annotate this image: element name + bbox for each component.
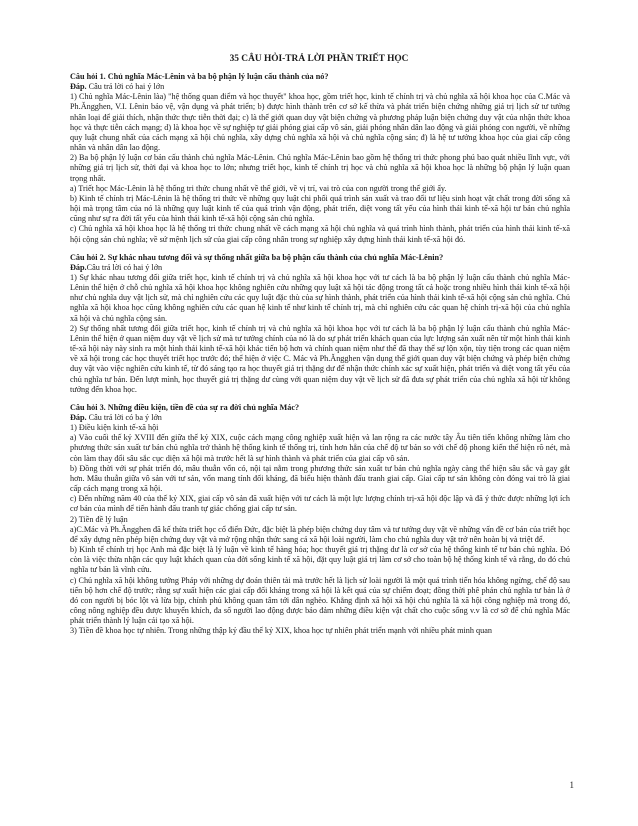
answer-intro-text: Câu trả lời có hai ý lớn bbox=[86, 82, 165, 92]
section-spacer bbox=[70, 245, 570, 253]
question-2 bbox=[70, 253, 570, 395]
paragraph: 1) Chủ nghĩa Mác-Lênin làa) "hệ thống quan điểm và học thuyết" khoa học, gồm triết học, kinh tế chính trị và chủ nghĩa xã hội khoa học của C.Mác và Ph.Ăngghen, V.I. Lênin bảo vệ, vận dụng và phát triển; b) được hình thành trên cơ sở kế thừa và phát triển biện chứng những giá trị lịch sử tư tưởng nhân loại để giải thích, nhận thức thực tiễn thời đại; c) là thế giới quan duy vật biện chứng và phương pháp luận biện chứng duy vật của nhận thức khoa học và thực tiễn cách mạng; d) là khoa học về sự nghiệp tự giải phóng giai cấp vô sản, giải phóng nhân dân lao động và giải phóng con người, về những quy luật chung nhất của cách mạng xã hội chủ nghĩa, xây dựng chủ nghĩa xã hội và chủ nghĩa cộng sản; đ) là hệ tư tưởng khoa học của giai cấp công nhân và nhân dân lao động. bbox=[70, 92, 570, 153]
question-1-heading: Câu hỏi 1. Chủ nghĩa Mác-Lênin và ba bộ phận lý luận cấu thành của nó? bbox=[70, 72, 329, 81]
paragraph: a) Vào cuối thế kỷ XVIII đến giữa thế kỷ XIX, cuộc cách mạng công nghiệp xuất hiện và lan rộng ra các nước tây Âu tiên tiến không những làm cho phương thức sản xuất tư bản chủ nghĩa trở thành hệ thống kinh tế thống trị, tính hơn hẳn của chế độ tư bản so với chế độ phong kiến thể hiện rõ nét, mà còn làm thay đổi sâu sắc cục diện xã hội mà trước hết là sự hình thành và phát triển của giai cấp vô sản. bbox=[70, 433, 570, 463]
paragraph: 3) Tiền đề khoa học tự nhiên. Trong những thập kỷ đầu thế kỷ XIX, khoa học tự nhiên phát triển mạnh với nhiều phát minh quan bbox=[70, 626, 492, 636]
question-2-heading: Câu hỏi 2. Sự khác nhau tương đối và sự thống nhất giữa ba bộ phận cấu thành của chủ nghĩa Mác-Lênin? bbox=[70, 252, 444, 262]
paragraph: a) Triết học Mác-Lênin là hệ thống tri thức chung nhất về thế giới, về vị trí, vai trò của con người trong thế giới ấy. bbox=[70, 183, 447, 193]
paragraph: a)C.Mác và Ph.Ăngghen đã kế thừa triết học cổ điển Đức, đặc biệt là phép biện chứng duy tâm và tư tưởng duy vật về những vấn đề cơ bản của triết học để xây dựng nên phép biện chứng duy vật và mở rộng nhận thức sang cả xã hội loài người, làm cho chủ nghĩa duy vật trở nên hoàn bị và triệt để. bbox=[70, 524, 570, 544]
answer-label: Đáp. bbox=[70, 82, 87, 92]
question-3-heading: Câu hỏi 3. Những điều kiện, tiền đề của sự ra đời chủ nghĩa Mác? bbox=[70, 402, 300, 412]
answer-2-intro bbox=[70, 263, 570, 273]
paragraph: 1) Điều kiện kinh tế-xã hội bbox=[70, 423, 159, 433]
document-body bbox=[70, 72, 570, 636]
document-title: 35 CÂU HỎI-TRẢ LỜI PHẦN TRIẾT HỌC bbox=[229, 54, 409, 64]
paragraph: 2) Ba bộ phận lý luận cơ bản cấu thành chủ nghĩa Mác-Lênin. Chủ nghĩa Mác-Lênin bao gồm hệ thống tri thức phong phú bao quát nhiều lĩnh vực, với những giá trị lịch sử, thời đại và khoa học to lớn; nhưng triết học, kinh tế chính trị học và chủ nghĩa xã hội khoa học là những bộ phận lý luận quan trọng nhất. bbox=[70, 153, 570, 183]
paragraph: b) Kinh tế chính trị Mác-Lênin là hệ thống tri thức về những quy luật chi phối quá trình sản xuất và trao đổi tư liệu sinh hoạt vật chất trong đời sống xã hội mà trọng tâm của nó là những quy luật kinh tế của quá trình vận động, phát triển, diệt vong tất yếu của hình thái kinh tế-xã hội tư bản chủ nghĩa cũng như sự ra đời tất yếu của hình thái kinh tế-xã hội cộng sản chủ nghĩa. bbox=[70, 193, 570, 224]
section-spacer bbox=[70, 395, 570, 403]
paragraph: c) Chủ nghĩa xã hội khoa học là hệ thống tri thức chung nhất về cách mạng xã hội chủ nghĩa và quá trình hình thành, phát triển của hình thái kinh tế-xã hội cộng sản chủ nghĩa; về sứ mệnh lịch sử của giai cấp công nhân trong sự nghiệp xây dựng hình thái kinh tế-xã hội đó. bbox=[70, 224, 570, 244]
paragraph: c) Chủ nghĩa xã hội không tưởng Pháp với những dự đoán thiên tài mà trước hết là lịch sử loài người là một quá trình tiến hóa không ngừng, chế độ sau tiến bộ hơn chế độ trước; rằng sự xuất hiện các giai cấp đối kháng trong xã hội là kết quả của sự chiếm đoạt; đồng thời phê phán chủ nghĩa tư bản là ở đó con người bị bóc lột và lừa bịp, chính phủ không quan tâm tới dân nghèo. Khẳng định xã hội xã hội chủ nghĩa là xã hội công nghiệp mà trong đó, công nông nghiệp đều được khuyến khích, đa số người lao động được bảo đảm những điều kiện vật chất cho cuộc sống v.v là cơ sở để chủ nghĩa Mác phát triển thành lý luận cải tạo xã hội. bbox=[70, 575, 570, 626]
answer-1-intro bbox=[70, 82, 570, 92]
answer-label: Đáp. bbox=[70, 413, 87, 422]
paragraph: b) Đồng thời với sự phát triển đó, mâu thuẫn vốn có, nội tại nằm trong phương thức sản xuất tư bản chủ nghĩa ngày càng thể hiện sâu sắc và gay gắt hơn. Mâu thuẫn giữa vô sản với tư sản, vốn mang tính đối kháng, đã biểu hiện thành đấu tranh giai cấp. Giai cấp tư sản không còn đóng vai trò là giai cấp cách mạng trong xã hội. bbox=[70, 463, 570, 494]
answer-3-intro bbox=[70, 413, 570, 423]
paragraph: c) Đến những năm 40 của thế kỷ XIX, giai cấp vô sản đã xuất hiện với tư cách là một lực lượng chính trị-xã hội độc lập và đã ý thức được những lợi ích cơ bản của mình để tiến hành đấu tranh tự giác chống giai cấp tư sản. bbox=[70, 494, 570, 514]
answer-label: Đáp. bbox=[70, 262, 87, 272]
paragraph: 1) Sự khác nhau tương đối giữa triết học, kinh tế chính trị và chủ nghĩa xã hội khoa học với tư cách là ba bộ phận lý luận cấu thành chủ nghĩa Mác-Lênin thể hiện ở chỗ chủ nghĩa xã hội khoa học không nghiên cứu những quy luật xã hội tác động trong tất cả hoặc trong nhiều hình thái kinh tế-xã hội như chủ nghĩa duy vật lịch sử, mà chỉ nghiên cứu các quy luật đặc thù của sự hình thành, phát triển của hình thái kinh tế-xã hội cộng sản chủ nghĩa. Chủ nghĩa xã hội khoa học cũng không nghiên cứu các quan hệ kinh tế như kinh tế chính trị, mà chỉ nghiên cứu các quan hệ chính trị-xã hội của chủ nghĩa xã hội và chủ nghĩa cộng sản. bbox=[70, 272, 570, 323]
answer-intro-text: Câu trả lời có ba ý lớn bbox=[86, 413, 162, 422]
question-1 bbox=[70, 72, 570, 245]
paragraph: 2) Tiền đề lý luận bbox=[70, 514, 128, 524]
answer-intro-text: Câu trả lời có hai ý lớn bbox=[86, 262, 163, 272]
paragraph: 2) Sự thống nhất tương đối giữa triết học, kinh tế chính trị và chủ nghĩa xã hội khoa học với tư cách là ba bộ phận lý luận cấu thành chủ nghĩa Mác-Lênin thể hiện ở quan niệm duy vật về lịch sử mà tư tưởng chính của nó là do sự phát triển khách quan của lực lượng sản xuất nên từ một hình thái kinh tế-xã hội này này sinh ra một hình thái kinh tế-xã hội khác tiến bộ hơn và chính quan niệm như thế đã thay thế sự lộn xộn, tùy tiện trong các quan niệm về xã hội trong các học thuyết triết học trước đó; thể hiện ở việc C. Mác và Ph.Ăngghen vận dụng thế giới quan duy vật biện chứng và phép biện chứng duy vật vào việc nghiên cứu kinh tế, từ đó sáng tạo ra học thuyết giá trị thặng dư để nhận thức chính xác sự xuất hiện, phát triển và diệt vong tất yếu của chủ nghĩa tư bản. Đến lượt mình, học thuyết giá trị thặng dư cùng với quan niệm duy vật về lịch sử đã đưa sự phát triển của chủ nghĩa xã hội từ không tưởng đến khoa học. bbox=[70, 323, 570, 394]
page-number: 1 bbox=[569, 780, 574, 790]
question-3 bbox=[70, 403, 570, 637]
paragraph: b) Kinh tế chính trị học Anh mà đặc biệt là lý luận về kinh tế hàng hóa; học thuyết giá trị thặng dư là cơ sở của hệ thống kinh tế tư bản chủ nghĩa. Đó còn là việc thừa nhận các quy luật khách quan của đời sống kinh tế xã hội, đặt quy luật giá trị làm cơ sở cho toàn bộ hệ thống kinh tế và rằng, do đó chủ nghĩa tư bản là vĩnh cửu. bbox=[70, 545, 570, 575]
